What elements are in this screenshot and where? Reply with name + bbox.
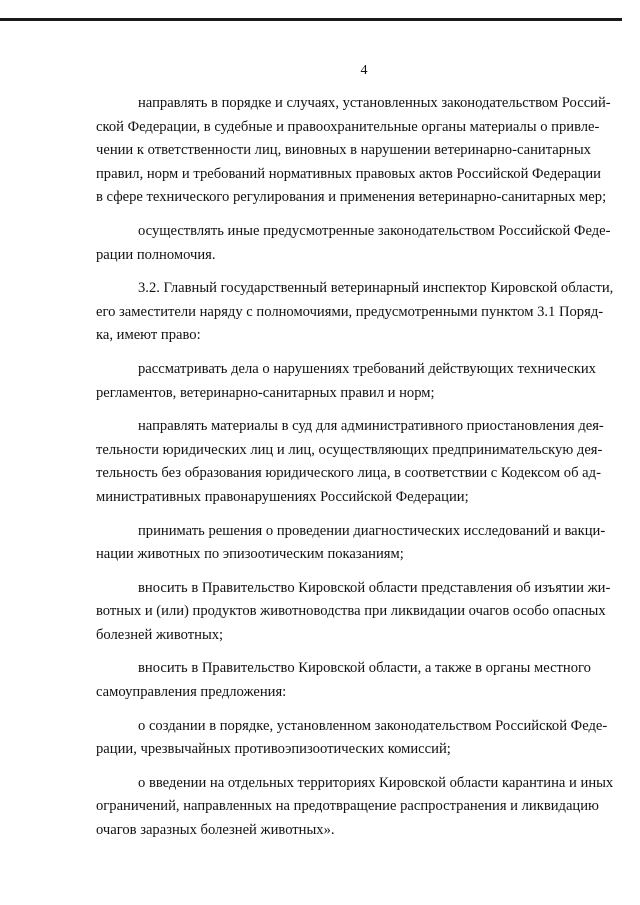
paragraph-quarantine: о введении на отдельных территориях Кировской области карантина и иных ограничений, направленных на предотвращение распространения и ликвидацию очагов заразных болезней животных». <box>96 774 614 839</box>
paragraph-court-materials: направлять материалы в суд для административного приостановления дея- тельности юридических лиц и лиц, осуществляющих предпринимательскую дея- тельность без образования юридического лица, в соответствии с Кодексом об ад- министративных правонарушениях Российской Федерации; <box>96 418 604 505</box>
paragraph-diagnostics-decisions: принимать решения о проведении диагностических исследований и вакци- нации животных по эпизоотическим показаниям; <box>96 522 606 563</box>
paragraph-seizure-submissions: вносить в Правительство Кировской области представления об изъятии жи- вотных и (или) продуктов животноводства при ликвидации очагов особо опасных болезней животных; <box>96 579 611 643</box>
paragraph-consider-cases: рассматривать дела о нарушениях требований действующих технических регламентов, ветеринарно-санитарных правил и норм; <box>96 360 596 401</box>
paragraph-redirect-materials: направлять в порядке и случаях, установленных законодательством Россий- ской Федерации, в судебные и правоохранительные органы материалы о привле- чении к ответственности лиц, виновных в нарушении ветеринарно-санитарных правил, норм и требований нормативных правовых актов Российской Федерации в сфере технического регулирования и применения ветеринарно-санитарных мер; <box>96 95 611 206</box>
paragraph-other-powers: осуществлять иные предусмотренные законодательством Российской Феде- рации полномочия. <box>96 222 611 263</box>
top-rule <box>0 18 622 21</box>
paragraph-emergency-commissions: о создании в порядке, установленном законодательством Российской Феде- рации, чрезвычайных противоэпизоотических комиссий; <box>96 717 608 758</box>
paragraph-proposals-intro: вносить в Правительство Кировской области, а также в органы местного самоуправления предложения: <box>96 660 591 701</box>
page-number: 4 <box>360 63 368 78</box>
paragraph-section-3-2: 3.2. Главный государственный ветеринарный инспектор Кировской области, его заместители наряду с полномочиями, предусмотренными пунктом 3.1 Поряд- ка, имеют право: <box>96 280 614 344</box>
document-body <box>96 92 630 853</box>
